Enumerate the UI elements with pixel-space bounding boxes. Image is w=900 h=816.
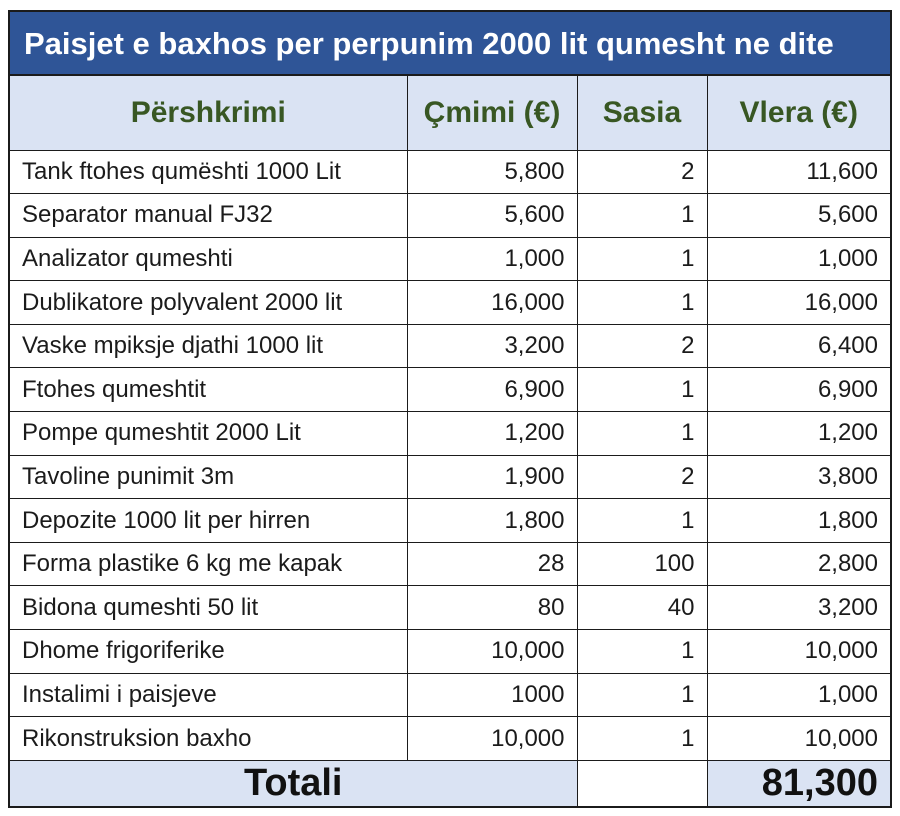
table-row [10, 324, 890, 368]
equipment-table [10, 76, 890, 806]
table-row [10, 630, 890, 674]
cell-value: 3,200 [707, 586, 890, 630]
cell-price: 28 [407, 542, 577, 586]
cell-price: 5,600 [407, 194, 577, 238]
table-row [10, 150, 890, 194]
cell-quantity: 1 [577, 499, 707, 543]
cell-price: 1,900 [407, 455, 577, 499]
cell-description: Instalimi i paisjeve [10, 673, 407, 717]
cell-quantity: 1 [577, 237, 707, 281]
cell-price: 1,800 [407, 499, 577, 543]
total-label: Totali [10, 760, 577, 806]
cell-value: 6,900 [707, 368, 890, 412]
cell-price: 16,000 [407, 281, 577, 325]
cell-value: 1,200 [707, 412, 890, 456]
cell-quantity: 1 [577, 717, 707, 761]
cell-description: Tank ftohes qumështi 1000 Lit [10, 150, 407, 194]
cell-value: 6,400 [707, 324, 890, 368]
cell-price: 10,000 [407, 717, 577, 761]
table-row [10, 542, 890, 586]
cell-description: Dublikatore polyvalent 2000 lit [10, 281, 407, 325]
cell-price: 3,200 [407, 324, 577, 368]
header-price: Çmimi (€) [407, 76, 577, 150]
table-row [10, 237, 890, 281]
cell-description: Bidona qumeshti 50 lit [10, 586, 407, 630]
cell-description: Depozite 1000 lit per hirren [10, 499, 407, 543]
total-gap-cell [577, 760, 707, 806]
cell-description: Separator manual FJ32 [10, 194, 407, 238]
header-description: Përshkrimi [10, 76, 407, 150]
cell-description: Ftohes qumeshtit [10, 368, 407, 412]
cell-value: 2,800 [707, 542, 890, 586]
cell-description: Forma plastike 6 kg me kapak [10, 542, 407, 586]
cell-description: Pompe qumeshtit 2000 Lit [10, 412, 407, 456]
table-row [10, 281, 890, 325]
cell-value: 5,600 [707, 194, 890, 238]
cell-price: 80 [407, 586, 577, 630]
cell-description: Rikonstruksion baxho [10, 717, 407, 761]
table-row [10, 194, 890, 238]
cell-price: 1,000 [407, 237, 577, 281]
cell-value: 10,000 [707, 630, 890, 674]
cell-price: 6,900 [407, 368, 577, 412]
table-title: Paisjet e baxhos per perpunim 2000 lit qumesht ne dite [10, 12, 890, 76]
cell-quantity: 100 [577, 542, 707, 586]
table-row [10, 499, 890, 543]
cell-quantity: 1 [577, 673, 707, 717]
table-row [10, 368, 890, 412]
table-row [10, 586, 890, 630]
table-row [10, 412, 890, 456]
cell-description: Analizator qumeshti [10, 237, 407, 281]
header-row [10, 76, 890, 150]
table-row [10, 673, 890, 717]
table-row [10, 717, 890, 761]
cell-quantity: 2 [577, 150, 707, 194]
cell-description: Dhome frigoriferike [10, 630, 407, 674]
cell-value: 1,800 [707, 499, 890, 543]
cell-quantity: 2 [577, 455, 707, 499]
cell-quantity: 2 [577, 324, 707, 368]
cell-quantity: 1 [577, 368, 707, 412]
cell-price: 1000 [407, 673, 577, 717]
cell-value: 1,000 [707, 673, 890, 717]
equipment-table-container [8, 10, 892, 808]
cell-price: 5,800 [407, 150, 577, 194]
total-value: 81,300 [707, 760, 890, 806]
header-value: Vlera (€) [707, 76, 890, 150]
cell-quantity: 1 [577, 412, 707, 456]
cell-description: Vaske mpiksje djathi 1000 lit [10, 324, 407, 368]
header-quantity: Sasia [577, 76, 707, 150]
cell-description: Tavoline punimit 3m [10, 455, 407, 499]
cell-quantity: 1 [577, 630, 707, 674]
cell-value: 16,000 [707, 281, 890, 325]
cell-value: 1,000 [707, 237, 890, 281]
cell-value: 3,800 [707, 455, 890, 499]
table-row [10, 455, 890, 499]
cell-price: 10,000 [407, 630, 577, 674]
cell-value: 11,600 [707, 150, 890, 194]
cell-quantity: 1 [577, 281, 707, 325]
cell-price: 1,200 [407, 412, 577, 456]
cell-value: 10,000 [707, 717, 890, 761]
cell-quantity: 1 [577, 194, 707, 238]
cell-quantity: 40 [577, 586, 707, 630]
total-row [10, 760, 890, 806]
